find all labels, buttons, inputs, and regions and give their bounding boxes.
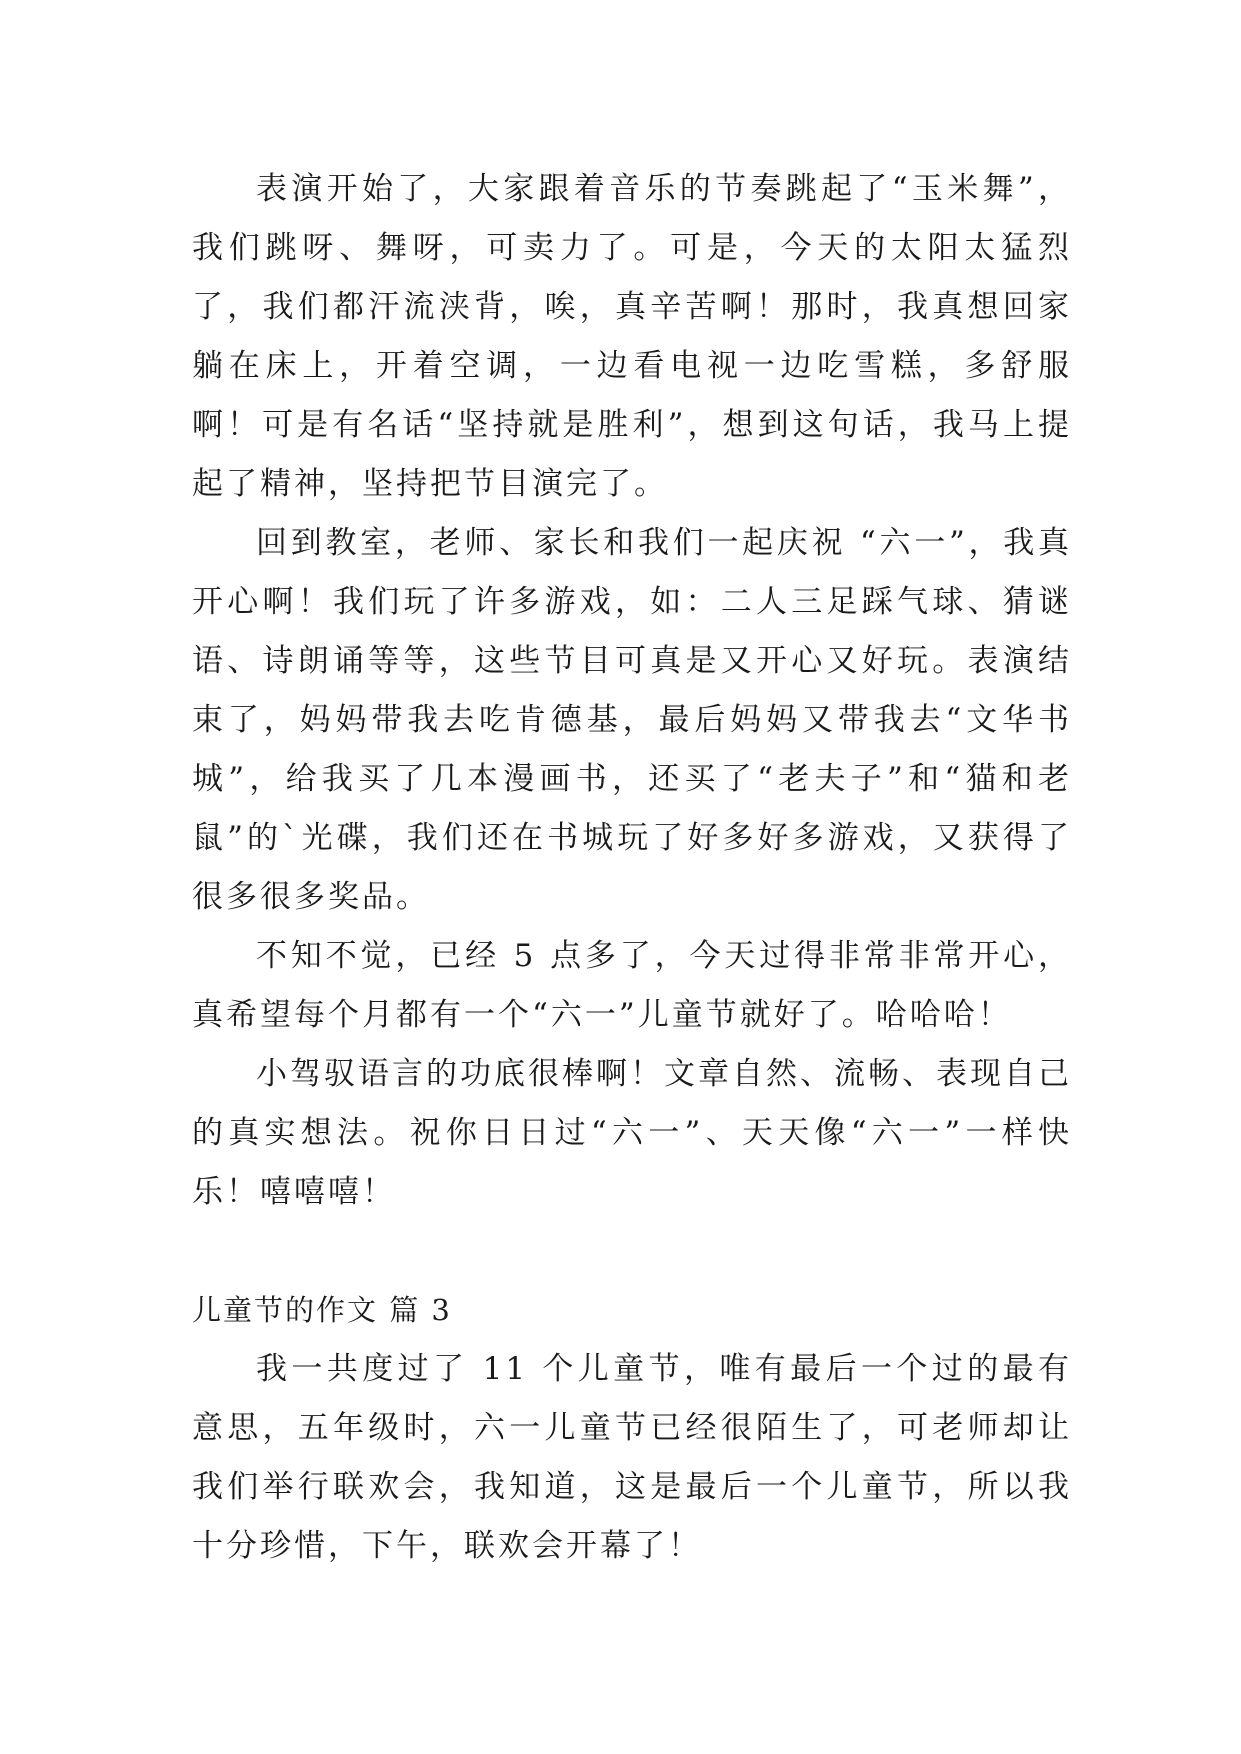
paragraph-performance: 表演开始了，大家跟着音乐的节奏跳起了“玉米舞”，我们跳呀、舞呀，可卖力了。可是，今天的太阳太猛烈了，我们都汗流浃背，唉，真辛苦啊！那时，我真想回家躺在床上，开着空调，一边看电视一边吃雪糕，多舒服啊！可是有名话“坚持就是胜利”，想到这句话，我马上提起了精神，坚持把节目演完了。: [192, 171, 1072, 502]
section-heading: 儿童节的作文 篇 3: [192, 1293, 452, 1327]
paragraph-five-oclock: 不知不觉，已经 5 点多了，今天过得非常非常开心，真希望每个月都有一个“六一”儿童节就好了。哈哈哈！: [192, 938, 1072, 1033]
paragraph-comment: 小驾驭语言的功底很棒啊！文章自然、流畅、表现自己的真实想法。祝你日日过“六一”、天天像“六一”一样快乐！嘻嘻嘻！: [192, 1056, 1072, 1210]
paragraph-classroom: 回到教室，老师、家长和我们一起庆祝 “六一”，我真开心啊！我们玩了许多游戏，如：二人三足踩气球、猜谜语、诗朗诵等等，这些节目可真是又开心又好玩。表演结束了，妈妈带我去吃肯德基，最后妈妈又带我去“文华书城”，给我买了几本漫画书，还买了“老夫子”和“猫和老鼠”的`光碟，我们还在书城玩了好多好多游戏，又获得了很多很多奖品。: [192, 525, 1072, 915]
paragraph-eleven-childrens-days: 我一共度过了 11 个儿童节，唯有最后一个过的最有意思，五年级时，六一儿童节已经很陌生了，可老师却让我们举行联欢会，我知道，这是最后一个儿童节，所以我十分珍惜，下午，联欢会开幕了！: [192, 1351, 1072, 1564]
document-body: [192, 160, 1072, 1576]
